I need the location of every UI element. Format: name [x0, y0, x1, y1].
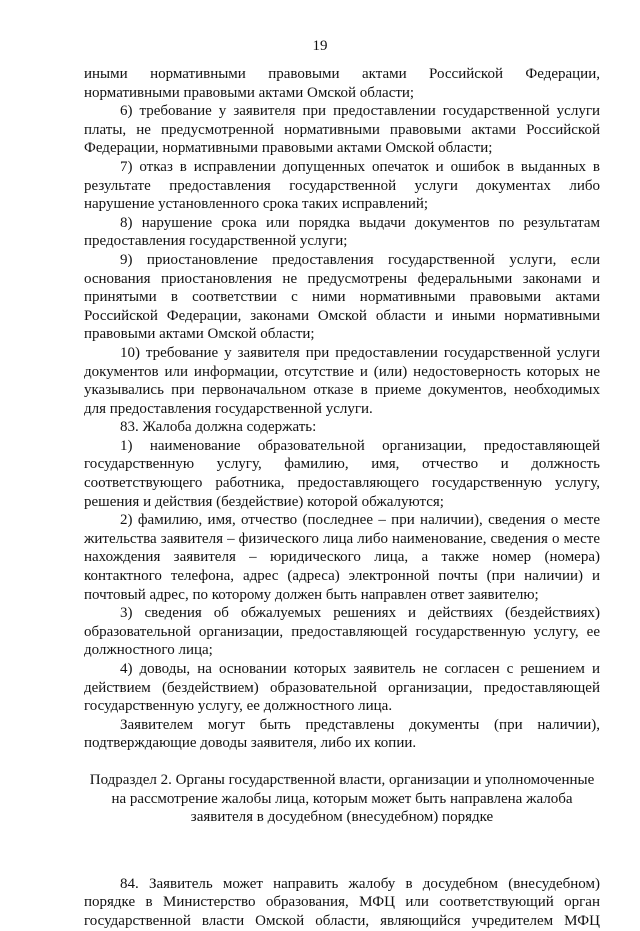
paragraph-83-item-2: 2) фамилию, имя, отчество (последнее – при наличии), сведения о месте жительства заявителя – физического лица либо наименование, сведения о месте нахождения заявителя – юридического лица, а также номер (номера) контактного телефона, адрес (адреса) электронной почты (при наличии) и почтовый адрес, по которому должен быть направлен ответ заявителю; [84, 512, 600, 603]
paragraph-83-item-3: 3) сведения об обжалуемых решениях и действиях (бездействиях) образовательной организации, предоставляющей государственную услугу, ее должностного лица; [84, 605, 600, 659]
document-body [84, 65, 600, 931]
page-number: 19 [312, 38, 328, 54]
paragraph-84: 84. Заявитель может направить жалобу в досудебном (внесудебном) порядке в Министерство образования, МФЦ или соответствующий орган государственной власти Омской области, являющийся учредителем МФЦ [84, 875, 600, 929]
paragraph-continuation: иными нормативными правовыми актами Российской Федерации, нормативными правовыми актами Омской области; [84, 66, 600, 101]
paragraph-item-10: 10) требование у заявителя при предоставлении государственной услуги документов или информации, отсутствие и (или) недостоверность которых не указывались при первоначальном отказе в приеме документов, необходимых для предоставления государственной услуги. [84, 344, 600, 417]
subsection-heading: Подраздел 2. Органы государственной власти, организации и уполномоченные на рассмотрение жалобы лица, которым может быть направлена жалоба заявителя в досудебном (внесудебном) порядке [89, 771, 595, 826]
paragraph-83-item-1: 1) наименование образовательной организации, предоставляющей государственную услугу, фамилию, имя, отчество и должность соответствующего работника, предоставляющего государственную услугу, решения и действия (бездействие) которой обжалуются; [84, 437, 600, 510]
paragraph-item-8: 8) нарушение срока или порядка выдачи документов по результатам предоставления государственной услуги; [84, 214, 600, 250]
paragraph-item-9: 9) приостановление предоставления государственной услуги, если основания приостановления не предусмотрены федеральными законами и принятыми в соответствии с ними нормативными правовыми актами Российской Федерации, законами Омской области и иными нормативными правовыми актами Омской области; [84, 251, 600, 343]
paragraph-copies-note: Заявителем могут быть представлены документы (при наличии), подтверждающие доводы заявителя, либо их копии. [84, 716, 600, 752]
paragraph-item-7: 7) отказ в исправлении допущенных опечаток и ошибок в выданных в результате предоставления государственной услуги документах либо нарушение установленного срока таких исправлений; [84, 158, 600, 213]
paragraph-83: 83. Жалоба должна содержать: [120, 419, 317, 436]
paragraph-83-item-4: 4) доводы, на основании которых заявитель не согласен с решением и действием (бездействием) образовательной организации, предоставляющей государственную услугу, ее должностного лица. [84, 661, 600, 715]
paragraph-item-6: 6) требование у заявителя при предоставлении государственной услуги платы, не предусмотренной нормативными правовыми актами Российской Федерации, нормативными правовыми актами Омской области; [84, 103, 600, 157]
